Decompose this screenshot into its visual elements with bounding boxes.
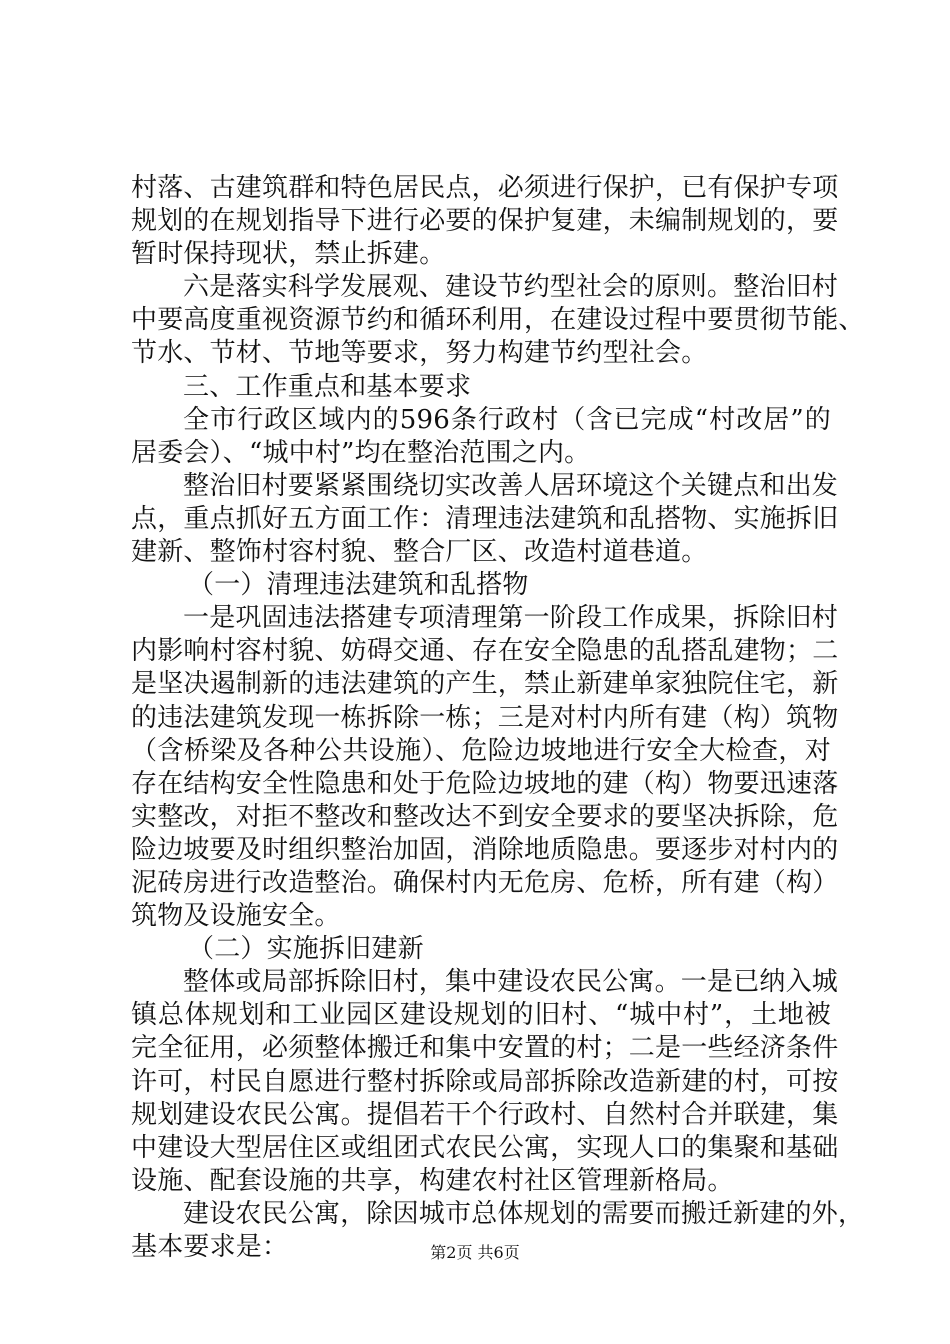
page-number-footer: 第2页 共6页 — [430, 1243, 520, 1262]
text-line: 规划建设农民公寓。提倡若干个行政村、自然村合并联建，集 — [131, 1099, 839, 1130]
text-line: 基本要求是： — [131, 1232, 289, 1262]
text-line: 中要高度重视资源节约和循环利用，在建设过程中要贯彻节能、 — [131, 305, 865, 336]
text-line: 设施、配套设施的共享，构建农村社区管理新格局。 — [131, 1165, 734, 1196]
text-line: 镇总体规划和工业园区建设规划的旧村、“城中村”，土地被 — [131, 1000, 831, 1031]
text-line: 险边坡要及时组织整治加固，消除地质隐患。要逐步对村内的 — [131, 834, 839, 865]
text-line: 是坚决遏制新的违法建筑的产生，禁止新建单家独院住宅，新 — [131, 669, 839, 700]
document-body — [131, 172, 865, 1264]
text-line: 点，重点抓好五方面工作：清理违法建筑和乱搭物、实施拆旧 — [131, 503, 839, 534]
section-heading: 三、工作重点和基本要求 — [183, 371, 472, 402]
subsection-heading: （一）清理违法建筑和乱搭物 — [188, 570, 529, 601]
text-line: （含桥梁及各种公共设施）、危险边坡地进行安全大检查，对 — [131, 735, 831, 766]
text-line: 规划的在规划指导下进行必要的保护复建，未编制规划的，要 — [131, 206, 839, 237]
text-line: 暂时保持现状，禁止拆建。 — [131, 239, 446, 270]
text-line: 实整改，对拒不整改和整改达不到安全要求的要坚决拆除，危 — [131, 801, 839, 832]
text-line: 居委会）、“城中村”均在整治范围之内。 — [131, 437, 591, 468]
paragraph-start-line: 六是落实科学发展观、建设节约型社会的原则。整治旧村 — [183, 272, 839, 303]
paragraph-start-line: 建设农民公寓，除因城市总体规划的需要而搬迁新建的外， — [183, 1198, 865, 1229]
text-line: 存在结构安全性隐患和处于危险边坡地的建（构）物要迅速落 — [131, 768, 839, 799]
paragraph-start-line: 全市行政区域内的596条行政村（含已完成“村改居”的 — [183, 404, 831, 435]
text-line: 筑物及设施安全。 — [131, 901, 341, 932]
paragraph-start-line: 整体或局部拆除旧村，集中建设农民公寓。一是已纳入城 — [183, 967, 839, 998]
text-line: 许可，村民自愿进行整村拆除或局部拆除改造新建的村，可按 — [131, 1066, 839, 1097]
text-line: 建新、整饰村容村貌、整合厂区、改造村道巷道。 — [131, 537, 708, 568]
text-line: 村落、古建筑群和特色居民点，必须进行保护，已有保护专项 — [131, 173, 839, 203]
paragraph-start-line: 一是巩固违法搭建专项清理第一阶段工作成果，拆除旧村 — [183, 603, 839, 634]
text-line: 中建设大型居住区或组团式农民公寓，实现人口的集聚和基础 — [131, 1132, 839, 1163]
subsection-heading: （二）实施拆旧建新 — [188, 934, 424, 965]
text-line: 节水、节材、节地等要求，努力构建节约型社会。 — [131, 338, 708, 369]
text-line: 内影响村容村貌、妨碍交通、存在安全隐患的乱搭乱建物；二 — [131, 636, 839, 667]
text-line: 完全征用，必须整体搬迁和集中安置的村；二是一些经济条件 — [131, 1033, 839, 1064]
paragraph-start-line: 整治旧村要紧紧围绕切实改善人居环境这个关键点和出发 — [183, 470, 839, 501]
text-line: 泥砖房进行改造整治。确保村内无危房、危桥，所有建（构） — [131, 867, 839, 898]
text-line: 的违法建筑发现一栋拆除一栋；三是对村内所有建（构）筑物 — [131, 702, 839, 733]
